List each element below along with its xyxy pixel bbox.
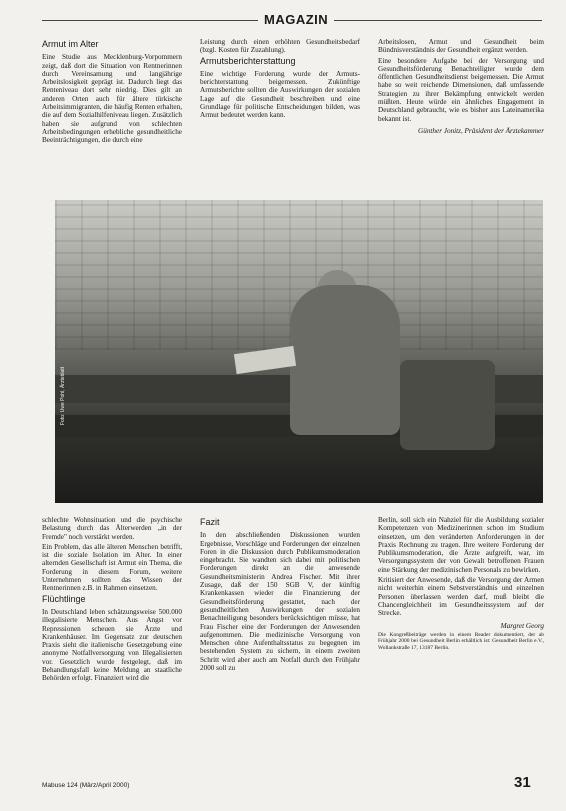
paragraph: schlechte Wohnsituation und die psychische Belastung durch das Älterwerden „in der Fremde" noch verstärkt werden. <box>42 516 182 541</box>
page-number: 31 <box>514 774 531 791</box>
photo-person <box>290 285 400 435</box>
column-2-bottom <box>200 516 360 774</box>
paragraph: Leistung durch einen erhöhten Gesundheitsbedarf (bzgl. Kosten für Zuzahlung). <box>200 38 360 55</box>
photo-bag <box>400 360 495 450</box>
column-3-bottom <box>378 516 544 774</box>
footnote: Die Kongreßbeiträge werden in einem Reader dokumentiert, der ab Frühjahr 2000 bei Gesundheit Berlin erhältlich ist: Gesundheit Berlin e.V., Wollankstraße 17, 13187 Berlin. <box>378 631 544 651</box>
heading-armutsberichterstattung: Armutsberichterstattung <box>200 55 296 66</box>
heading-fazit: Fazit <box>200 517 220 527</box>
photo-newspaper <box>234 346 296 374</box>
column-1-bottom <box>42 516 182 774</box>
heading-armut-im-alter: Armut im Alter <box>42 39 99 49</box>
paragraph: In den abschließenden Diskussionen wurden Ergebnisse, Vorschläge und Forderungen der einzelnen Foren in die Diskussion durch Publikumsmoderation eingebracht. Sie wandten sich dabei mit politischen Forderungen direkt an die anwesende Gesundheitsministerin Andrea Fischer. Mit ihrer Zusage, daß der 150 SGB V, der künftig Krankenkassen wieder die Finanzierung der Gesundheitsförderung gestattet, nach der gesundheitlichen Auswirkungen der sozialen Benachteiligung besonders berücksichtigen müsse, hat Frau Fischer eine der Forderungen der Anwesenden aufgenommen. Die medizinische Versorgung von Menschen ohne Aufenthaltsstatus zu begegnen im bestehenden System zu sichern, in einem zweiten Schritt wird aber auch am Notfall durch den Frühjahr 2000 soll zu <box>200 531 360 673</box>
heading-fluechtlinge: Flüchtlinge <box>42 593 86 604</box>
column-3-top <box>378 38 544 188</box>
paragraph: Eine besondere Aufgabe bei der Versorgung und Gesundheitsförderung Benachteiligter wurde dem öffentlichen Gesundheitsdienst beigemessen. Die Armut habe so weit reichende Dimensionen, daß umfassende Strategien zu ihrer Bekämpfung entwickelt werden müßten. Heute würde ein ähnliches Engagement in Deutschland gebraucht, wie es bisher aus Lateinamerika bekannt ist. <box>378 56 544 123</box>
paragraph: In Deutschland leben schätzungsweise 500.000 illegalisierte Menschen. Aus Angst vor Repressionen scheuen sie Ärzte und Krankenhäuser. Im Gegensatz zur deutschen Praxis sieht die italienische Gesetzgebung eine anonyme Notfallversorgung von Illegalisierten vor. Gesetzlich wurde festgelegt, daß im Behandlungsfall keine Meldung an staatliche Behörden erfolgt. Finanziert wird die <box>42 607 182 683</box>
column-2-top <box>200 38 360 188</box>
paragraph: Berlin, soll sich ein Nahziel für die Ausbildung sozialer Kompetenzen von Medizinerinnen schon im Studium einsetzen, um den veränderten Anforderungen in der Praxis Rechnung zu tragen. Ihre weitere Forderung der Publikumsmoderation, die Ärzte aufgreift, war, im Versorgungssystem der von Gewalt betroffenen Frauen eine Stärkung der medizinischen Personals zu bewirken. <box>378 516 544 574</box>
footer-issue: Mabuse 124 (März/April 2000) <box>42 782 130 789</box>
photo-credit: Foto: Uwe Pohl, Ärzteblatt <box>60 366 66 425</box>
paragraph: Eine wichtige Forderung wurde der Armuts- berichterstattung beigemessen. Zukünftige Armutsberichte sollten die Auswirkungen der sozialen Lage auf die Gesundheit beschreiben und eine Grundlage für politische Entscheidungen bilden, was Armut bedeutet werden kann. <box>200 69 360 120</box>
paragraph: Kritisiert der Anwesende, daß die Versorgung der Armen nicht weiterhin einem Sebstverständnis und einzelnen Personen überlassen werden darf, muß bleibt die Chancengleichheit im Gesundheitssystem auf der Strecke. <box>378 576 544 618</box>
paragraph: Ein Problem, das alle älteren Menschen betrifft, ist die soziale Isolation im Alter. In einer alternden Gesellschaft ist Armut ein Thema, die Forderung in diesem Forum, weitere Unternehmen sollten das Wissen der Rentnerinnen z.B. in Rahmen einsetzen. <box>42 542 182 593</box>
photo-elderly-woman-on-bench <box>55 200 543 503</box>
section-title: MAGAZIN <box>258 12 334 27</box>
paragraph: Arbeitslosen, Armut und Gesundheit beim Bündnisverständnis der Gesundheit ergänzt werden. <box>378 38 544 55</box>
signature: Margret Georg <box>500 621 544 630</box>
paragraph: Eine Studie aus Mecklenburg-Vorpommern zeigt, daß dort die Situation von Rentnerinnen durch Vereinsamung und langjährige Arbeitslosigkeit geprägt ist. Dadurch liegt das Renteniveau dort sehr niedrig. Dies gilt an anderen Orten auch für ältere türkische Arbeitsimmigranten, die häufig Renten erhalten, die auf dem Sozialhilfeniveau liegen. Zusätzlich haben sie aufgrund von schlechten Arbeitsbedingungen erhebliche gesundheitliche Beeinträchtigungen, die durch eine <box>42 53 182 145</box>
signature: Günther Jonitz, Präsident der Ärztekammer <box>418 126 544 135</box>
column-1-top <box>42 38 182 188</box>
